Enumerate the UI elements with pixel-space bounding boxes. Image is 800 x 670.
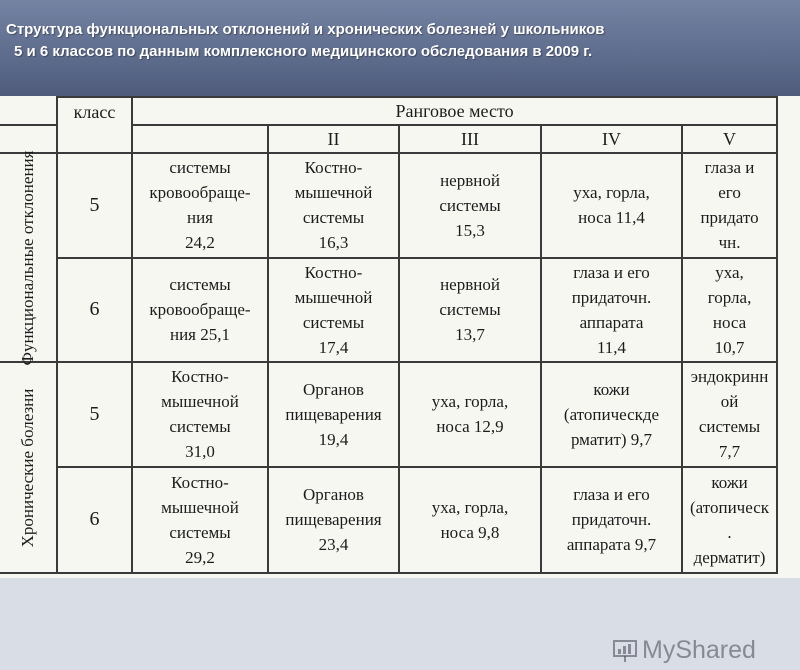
cell-text-line: нервной — [440, 170, 500, 190]
cell-text-line: придаточн. — [571, 287, 652, 307]
cell-text-line: мышечной — [161, 497, 239, 517]
data-cell — [132, 153, 268, 257]
cell-text-line: носа 11,4 — [578, 208, 645, 228]
cell-text-line: Костно- — [304, 262, 363, 282]
data-cell — [268, 153, 399, 257]
cell-text-line: Органов — [303, 379, 364, 399]
cell-text-line: уха, горла, — [431, 497, 509, 517]
rank-col-ii: II — [268, 125, 399, 153]
rank-header: Ранговое место — [132, 97, 777, 125]
cell-text-line: уха, горла, — [573, 183, 650, 203]
rank-col-i — [132, 125, 268, 153]
data-cell — [682, 467, 777, 573]
cell-text-line: 7,7 — [718, 442, 741, 462]
cell-text-line: эндокринн — [690, 367, 769, 387]
cell-text-line: Органов — [303, 485, 364, 505]
watermark-text: MyShared — [642, 636, 756, 664]
data-cell — [682, 362, 777, 466]
cell-text-line: ния — [186, 208, 213, 228]
cell-text-line: нервной — [440, 275, 500, 295]
cell-text-line: системы — [439, 300, 501, 320]
cell-text-line: носа — [712, 312, 747, 332]
slide-title-line-2: 5 и 6 классов по данным комплексного медицинского обследования в 2009 г. — [14, 43, 593, 60]
cell-text-line: ой — [720, 392, 739, 412]
cell-text-line: 11,4 — [596, 337, 627, 357]
cell-text-line: (атопическде — [563, 404, 660, 424]
cell-text-line: системы — [302, 312, 365, 332]
cell-text-line: кровообраще- — [149, 300, 251, 320]
cell-text-line: глаза и его — [573, 262, 650, 282]
slide-header — [0, 0, 800, 96]
data-cell — [399, 258, 541, 362]
grade-cell: 5 — [57, 362, 132, 466]
cell-text-line: придато — [700, 208, 759, 228]
cell-text-line: 24,2 — [185, 233, 215, 253]
cell-text-line: 15,3 — [455, 220, 485, 240]
cell-text-line: глаза и его — [573, 485, 650, 505]
cell-text-line: аппарата 9,7 — [566, 535, 657, 555]
data-cell — [541, 467, 682, 573]
cell-text-line: . — [727, 522, 732, 542]
cell-text-line: мышечной — [161, 392, 239, 412]
rank-col-iii: III — [399, 125, 541, 153]
cell-text-line: 31,0 — [185, 442, 215, 462]
data-cell — [132, 467, 268, 573]
cell-text-line: 17,4 — [318, 337, 349, 357]
cell-text-line: Костно- — [171, 472, 229, 492]
cell-text-line: кожи — [593, 379, 630, 399]
cell-text-line: дерматит) — [693, 547, 766, 567]
cell-text-line: (атопическ — [690, 497, 770, 517]
cell-text-line: рматит) 9,7 — [570, 429, 653, 449]
cell-text-line: 10,7 — [714, 337, 745, 357]
cell-text-line: 23,4 — [318, 535, 349, 555]
cell-text-line: пищеварения — [285, 510, 382, 530]
cell-text-line: кожи — [711, 472, 748, 492]
grade-cell: 5 — [57, 153, 132, 257]
cell-text-line: уха, — [715, 262, 744, 282]
rank-table — [0, 96, 778, 574]
class-header: класс — [57, 97, 132, 153]
cell-text-line: мышечной — [294, 287, 373, 307]
data-cell — [541, 362, 682, 466]
cell-text-line: ния 25,1 — [169, 325, 230, 345]
slide-title-line-1: Структура функциональных отклонений и хронических болезней у школьников — [6, 21, 605, 38]
table-area — [0, 96, 800, 664]
cell-text-line: системы — [439, 195, 501, 215]
data-cell — [132, 362, 268, 466]
cell-text-line: глаза и — [704, 158, 755, 178]
group-label-functional — [0, 150, 57, 366]
cell-text-line: аппарата — [579, 312, 644, 332]
cell-text-line: пищеварения — [285, 404, 382, 424]
data-cell — [541, 258, 682, 362]
cell-text-line: горла, — [707, 287, 752, 307]
presentation-chart-icon — [612, 638, 638, 664]
data-cell — [268, 362, 399, 466]
data-cell — [268, 467, 399, 573]
cell-text-line: чн. — [718, 233, 741, 253]
cell-text-line: системы — [169, 417, 231, 437]
cell-text-line: Костно- — [171, 367, 229, 387]
watermark — [612, 636, 782, 670]
data-cell — [682, 153, 777, 257]
group-label-chronic — [0, 362, 57, 573]
grade-cell: 6 — [57, 258, 132, 362]
cell-text-line: кровообраще- — [149, 183, 251, 203]
cell-text-line: уха, горла, — [431, 392, 509, 412]
rank-col-v: V — [682, 125, 777, 153]
data-cell — [399, 362, 541, 466]
cell-text-line: его — [718, 183, 741, 203]
grade-cell: 6 — [57, 467, 132, 573]
cell-text-line: системы — [169, 522, 231, 542]
cell-text-line: мышечной — [294, 183, 373, 203]
rank-col-iv: IV — [541, 125, 682, 153]
cell-text-line: системы — [698, 417, 761, 437]
cell-text-line: системы — [169, 275, 231, 295]
cell-text-line: придаточн. — [571, 510, 652, 530]
cell-text-line: носа 9,8 — [440, 522, 500, 542]
group-label-text: Хронические болезни — [18, 388, 37, 547]
data-cell — [682, 258, 777, 362]
cell-text-line: 29,2 — [185, 547, 215, 567]
corner-cell-2 — [0, 125, 57, 153]
data-cell — [268, 258, 399, 362]
data-cell — [399, 467, 541, 573]
corner-cell — [0, 97, 57, 125]
group-label-text: Функциональные отклонения — [18, 150, 37, 366]
cell-text-line: носа 12,9 — [436, 417, 504, 437]
data-cell — [132, 258, 268, 362]
cell-text-line: 16,3 — [318, 233, 349, 253]
cell-text-line: Костно- — [304, 158, 363, 178]
cell-text-line: 19,4 — [318, 429, 349, 449]
cell-text-line: системы — [169, 158, 231, 178]
cell-text-line: системы — [302, 208, 365, 228]
cell-text-line: 13,7 — [455, 325, 485, 345]
data-cell — [399, 153, 541, 257]
data-cell — [541, 153, 682, 257]
